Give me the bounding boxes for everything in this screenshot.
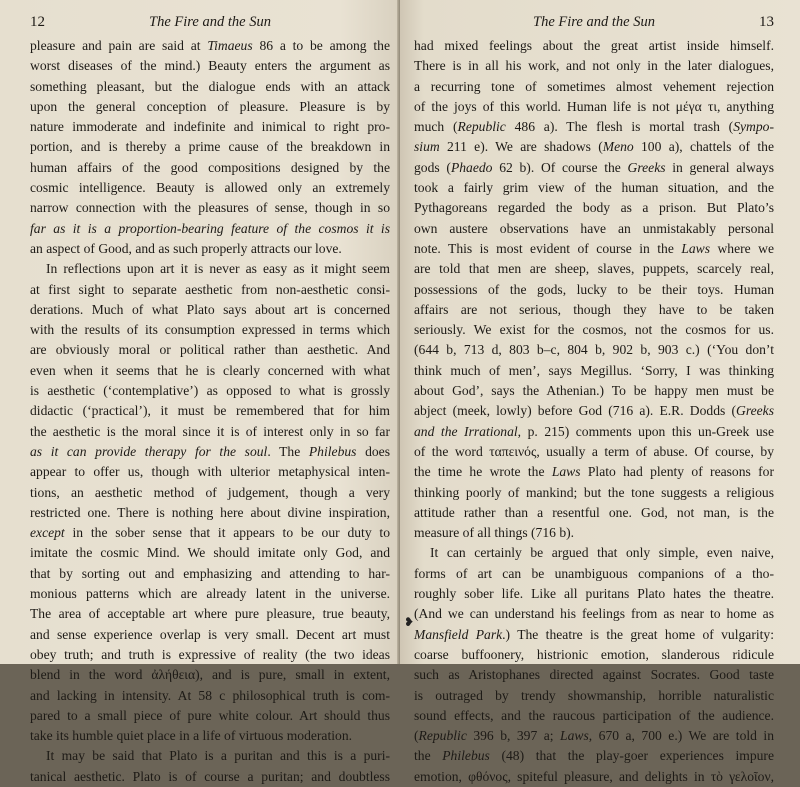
text-line: nature immoderate and indefinite and inimical to right pro-	[30, 119, 390, 135]
text-line: something pleasant, but the dialogue ends with an attack	[30, 78, 390, 94]
text-line: tions, an aesthetic method of judgement, though a very	[30, 484, 390, 500]
running-head: The Fire and the Sun	[149, 14, 271, 30]
text-line: Mansfield Park.) The theatre is the great home of vulgarity:	[414, 626, 774, 642]
text-line: thinking poorly of mankind; but the tone suggests a religious	[414, 484, 774, 500]
right-page-header	[414, 14, 774, 36]
text-line: (Republic 396 b, 397 a; Laws, 670 a, 700 e.) We are told in	[414, 728, 775, 744]
text-line: at first sight to separate aesthetic from non-aesthetic consi-	[30, 281, 390, 297]
text-line: of the word ταπεινός, usually a term of abuse. Of course, by	[414, 443, 774, 459]
text-line: obey truth; and truth is expressive of reality (the two ideas	[30, 646, 390, 662]
text-line: take its humble quiet place in a life of virtuous moderation.	[30, 728, 353, 744]
text-line: sium 211 e). We are shadows (Meno 100 a), chattels of the	[414, 139, 774, 155]
text-line: are obviously moral or political rather than aesthetic. And	[30, 342, 390, 358]
text-line: the time he wrote the Laws Plato had plenty of reasons for	[414, 464, 774, 480]
text-line: It may be said that Plato is a puritan and this is a puri-	[46, 748, 390, 764]
text-line: restricted one. There is nothing here about divine inspiration,	[30, 504, 390, 520]
text-line: and sense experience overlap is very small. Decent art must	[30, 626, 390, 642]
text-line: the aesthetic is the moral since it is of interest only in so far	[30, 423, 390, 439]
page-number: 13	[759, 14, 774, 30]
text-line: and lacking in intensity. At 58 c philosophical truth is com-	[30, 687, 390, 703]
text-line: derations. Much of what Plato says about art is concerned	[30, 301, 390, 317]
text-line: pared to a small piece of pure white colour. Art should thus	[30, 707, 390, 723]
text-line: and the Irrational, p. 215) comments upon this un-Greek use	[414, 423, 774, 439]
running-head: The Fire and the Sun	[533, 14, 655, 30]
text-line: gods (Phaedo 62 b). Of course the Greeks in general always	[414, 159, 775, 175]
text-line: tanical aesthetic. Plato is of course a puritan; and doubtless	[30, 768, 390, 784]
text-line: attitude rather than a resentful one. God, not man, is the	[414, 504, 774, 520]
text-line: Pythagoreans regarded the body as a prison. But Plato’s	[414, 200, 774, 216]
text-line: (And we can understand his feelings from as near to home as	[414, 606, 774, 622]
text-line: measure of all things (716 b).	[414, 525, 575, 541]
text-line: is outraged by trendy showmanship, horrible naturalistic	[414, 687, 774, 703]
left-page-body	[30, 36, 390, 787]
text-line: There is in all his work, and not only in the later dialogues,	[414, 58, 774, 74]
text-line: think much of men’, says Megillus. ‘Sorry, I was thinking	[414, 362, 774, 378]
text-line: the Philebus (48) that the play-goer experiences impure	[414, 748, 774, 764]
text-line: except in the sober sense that it appears to be our duty to	[30, 525, 390, 541]
text-line: abject (meek, lowly) before God (716 a). E.R. Dodds (Greeks	[414, 403, 774, 419]
text-line: far as it is a proportion-bearing feature of the cosmos it is	[30, 220, 390, 236]
text-line: monious patterns which are already latent in the universe.	[30, 586, 390, 602]
text-line: human affairs of the good compositions designed by the	[30, 159, 390, 175]
left-page-header	[30, 14, 390, 36]
text-line: cosmic intelligence. Beauty is allowed only an extremely	[30, 180, 390, 196]
text-line: affairs are not serious, though they have to be taken	[414, 301, 774, 317]
text-line: as it can provide therapy for the soul. The Philebus does	[30, 443, 390, 459]
text-line: such as Aristophanes directed against Socrates. Good taste	[414, 667, 774, 683]
text-line: an aspect of Good, and as such properly attracts our love.	[30, 240, 342, 256]
right-page-body	[414, 36, 774, 787]
text-line: pleasure and pain are said at Timaeus 86 a to be among the	[30, 38, 390, 53]
text-line: (644 b, 713 d, 803 b–c, 804 b, 902 b, 903 c.) (‘You don’t	[414, 342, 774, 358]
text-line: sound effects, and the raucous participation of the audience.	[414, 707, 774, 723]
text-line: worst diseases of the mind.) Beauty enters the argument as	[30, 58, 390, 74]
text-line: are told that men are sheep, slaves, puppets, scarcely real,	[414, 261, 774, 277]
text-line: coarse buffoonery, histrionic emotion, slanderous ridicule	[414, 646, 774, 662]
text-line: a recurring tone of sometimes almost vehement rejection	[414, 78, 774, 94]
text-line: about God’, says the Athenian.) To be happy men must be	[414, 383, 774, 399]
text-line: that by sorting out and emphasizing and attending to har-	[30, 565, 390, 581]
text-line: narrow connection with the pleasures of sense, though in so	[30, 200, 390, 216]
text-line: imitate the cosmic Mind. We should imitate only God, and	[30, 545, 390, 561]
page-number: 12	[30, 14, 45, 30]
text-line: In reflections upon art it is never as easy as it might seem	[46, 261, 390, 277]
text-line: didactic (‘practical’), it must be remembered that for him	[30, 403, 390, 419]
text-line: upon the general conception of pleasure. Pleasure is by	[30, 98, 390, 114]
text-line: took a fairly grim view of the human situation, and the	[414, 180, 774, 196]
text-line: with the results of its consumption expressed in terms which	[30, 322, 390, 338]
text-line: own austere observations have an unmistakably personal	[414, 220, 774, 236]
text-line: even when it seems that he is clearly concerned with what	[30, 362, 390, 378]
right-page	[400, 0, 800, 784]
text-line: portion, and is thereby a prime cause of the breakdown in	[30, 139, 390, 155]
text-line: of the joys of this world. Human life is not μέγα τι, anything	[414, 98, 774, 114]
text-line: possessions of the gods, lucky to be their toys. Human	[414, 281, 774, 297]
left-page	[0, 0, 400, 784]
text-line: had mixed feelings about the great artist inside himself.	[414, 38, 774, 53]
text-line: appear to offer us, though with ulterior metaphysical inten-	[30, 464, 390, 480]
text-line: seriously. We exist for the cosmos, not the cosmos for us.	[414, 322, 774, 338]
margin-mark-icon: ❥	[404, 615, 415, 629]
text-line: forms of art can be unambiguous companions of a tho-	[414, 565, 774, 581]
text-line: roughly sober life. Like all puritans Plato hates the theatre.	[414, 586, 774, 602]
text-line: It can certainly be argued that only simple, even naive,	[430, 545, 774, 561]
text-line: much (Republic 486 a). The flesh is mortal trash (Sympo-	[414, 119, 774, 135]
text-line: The area of acceptable art where pure pleasure, true beauty,	[30, 606, 390, 622]
text-line: emotion, φθόνος, spiteful pleasure, and delights in τὸ γελοῖον,	[414, 768, 774, 784]
text-line: is aesthetic (‘contemplative’) as opposed to what is grossly	[30, 383, 390, 399]
text-line: blend in the word ἀλήθεια), and is pure, small in extent,	[30, 667, 390, 683]
text-line: note. This is most evident of course in the Laws where we	[414, 240, 774, 256]
